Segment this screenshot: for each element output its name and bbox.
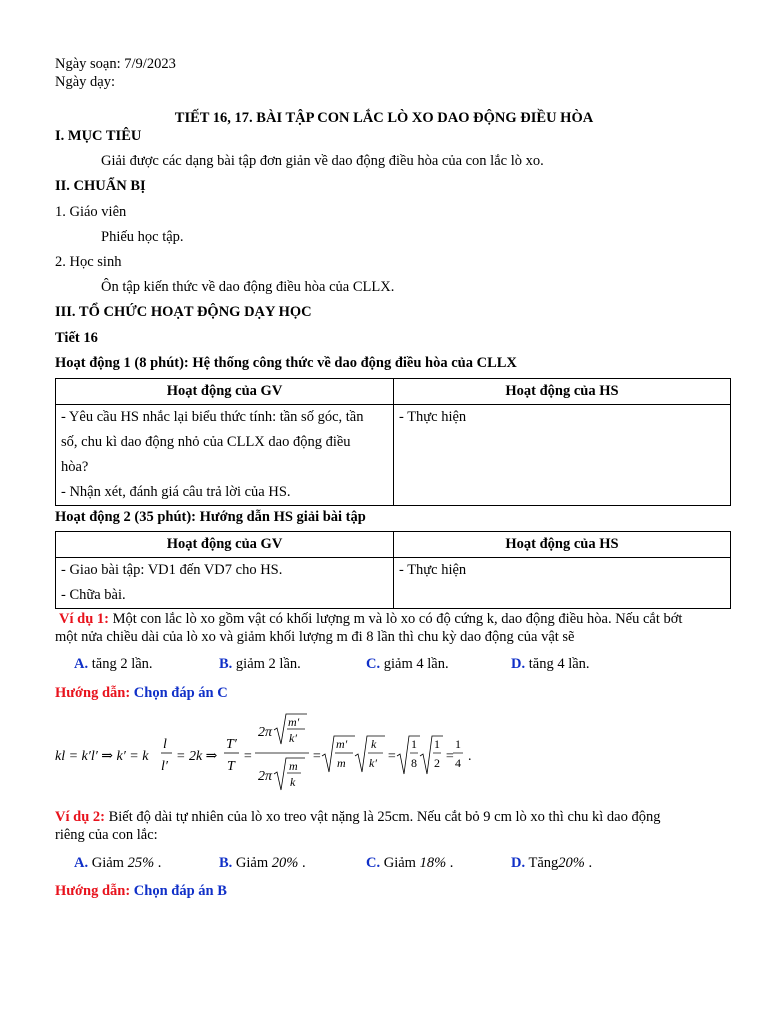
example1-text1: Một con lắc lò xo gồm vật có khối lượng m và lò xo có độ cứng k, dao động điều hòa. Nếu cắt bớt bbox=[108, 611, 683, 627]
activity1-heading: Hoạt động 1 (8 phút): Hệ thống công thức về dao động điều hòa của CLLX bbox=[55, 355, 517, 371]
option-text: Tăng bbox=[525, 855, 559, 871]
option-end: . bbox=[584, 855, 593, 871]
example1-line1 bbox=[55, 610, 682, 628]
formula-frac-num: l bbox=[163, 737, 167, 752]
student-label: 2. Học sinh bbox=[55, 254, 122, 270]
formula-k: k bbox=[371, 737, 377, 751]
formula-image bbox=[55, 712, 495, 802]
formula-end: . bbox=[468, 749, 472, 764]
formula-frac-num: T′ bbox=[226, 737, 237, 752]
formula-four: 4 bbox=[455, 756, 461, 770]
example1-option-c bbox=[366, 656, 449, 673]
formula-equals: = bbox=[312, 749, 322, 764]
guide-answer: Chọn đáp án C bbox=[133, 685, 228, 701]
page-title: TIẾT 16, 17. BÀI TẬP CON LẮC LÒ XO DAO ĐỘNG ĐIỀU HÒA bbox=[174, 110, 594, 126]
option-letter: B. bbox=[219, 855, 233, 871]
activity1-table bbox=[55, 378, 731, 506]
example2-option-d bbox=[511, 855, 592, 872]
formula-k-prime: k′ bbox=[289, 731, 297, 745]
example1-option-a bbox=[74, 656, 153, 673]
teacher-text: Phiếu học tập. bbox=[101, 229, 184, 245]
gv-line: - Chữa bài. bbox=[61, 587, 126, 603]
gv-line: - Nhận xét, đánh giá câu trả lời của HS. bbox=[61, 484, 291, 500]
guide-label: Hướng dẫn: bbox=[55, 883, 131, 899]
formula-two-pi: 2π bbox=[258, 769, 273, 784]
col-hs-header: Hoạt động của HS bbox=[394, 379, 731, 405]
teacher-label: 1. Giáo viên bbox=[55, 204, 127, 220]
activity2-table bbox=[55, 531, 731, 609]
prep-date: Ngày soạn: 7/9/2023 bbox=[55, 56, 176, 72]
formula-frac-den: T bbox=[227, 759, 235, 774]
formula-part: kl = k′l′ ⇒ k′ = k bbox=[55, 749, 149, 764]
example2-line1 bbox=[55, 808, 660, 826]
formula-m: m bbox=[337, 756, 346, 770]
option-letter: D. bbox=[511, 855, 526, 871]
example1-option-d bbox=[511, 656, 590, 673]
example2-label: Ví dụ 2: bbox=[55, 809, 105, 825]
activity2-heading: Hoạt động 2 (35 phút): Hướng dẫn HS giải bài tập bbox=[55, 509, 366, 525]
option-value: 20% bbox=[558, 855, 585, 871]
formula-k-prime: k′ bbox=[369, 756, 377, 770]
formula-one: 1 bbox=[411, 737, 417, 751]
option-text: giảm 2 lần. bbox=[232, 656, 301, 672]
option-text: Giảm bbox=[88, 855, 128, 871]
col-hs-header: Hoạt động của HS bbox=[394, 532, 731, 558]
formula-equals: = bbox=[243, 749, 253, 764]
option-letter: B. bbox=[219, 656, 233, 672]
section3-heading: III. TỔ CHỨC HOẠT ĐỘNG DẠY HỌC bbox=[55, 304, 312, 320]
hs-cell: - Thực hiện bbox=[394, 558, 731, 609]
section1-heading: I. MỤC TIÊU bbox=[55, 128, 142, 144]
formula-one: 1 bbox=[455, 737, 461, 751]
gv-cell bbox=[56, 558, 394, 609]
example2-option-b bbox=[219, 855, 306, 872]
formula-two: 2 bbox=[434, 756, 440, 770]
example2-guide bbox=[55, 882, 227, 900]
option-letter: A. bbox=[74, 855, 89, 871]
gv-line: số, chu kì dao động nhỏ của CLLX dao động điều bbox=[61, 434, 351, 450]
hs-cell: - Thực hiện bbox=[394, 405, 731, 506]
formula-equals: = bbox=[445, 749, 455, 764]
formula-equals: = bbox=[387, 749, 397, 764]
formula-k: k bbox=[290, 775, 296, 789]
example1-line2: một nửa chiều dài của lò xo và giảm khối lượng m đi 8 lần thì chu kỳ dao động của vật sẽ bbox=[55, 629, 575, 645]
example2-option-a bbox=[74, 855, 161, 872]
option-letter: D. bbox=[511, 656, 526, 672]
example2-option-c bbox=[366, 855, 453, 872]
lesson-label: Tiết 16 bbox=[55, 330, 98, 346]
option-letter: A. bbox=[74, 656, 89, 672]
example1-option-b bbox=[219, 656, 301, 673]
formula-one: 1 bbox=[434, 737, 440, 751]
section2-heading: II. CHUẨN BỊ bbox=[55, 178, 146, 194]
table-row bbox=[56, 405, 731, 506]
gv-line: - Yêu cầu HS nhắc lại biểu thức tính: tần số góc, tần bbox=[61, 409, 364, 425]
option-text: tăng 4 lần. bbox=[525, 656, 590, 672]
option-end: . bbox=[154, 855, 162, 871]
example1-guide bbox=[55, 684, 228, 702]
formula-m: m bbox=[289, 759, 298, 773]
option-end: . bbox=[298, 855, 306, 871]
option-letter: C. bbox=[366, 656, 381, 672]
option-value: 18% bbox=[419, 855, 447, 871]
formula-frac-den: l′ bbox=[161, 759, 168, 774]
option-text: Giảm bbox=[380, 855, 420, 871]
gv-line: - Giao bài tập: VD1 đến VD7 cho HS. bbox=[61, 562, 283, 578]
option-text: tăng 2 lần. bbox=[88, 656, 153, 672]
formula-m-prime: m′ bbox=[288, 715, 300, 729]
guide-label: Hướng dẫn: bbox=[55, 685, 131, 701]
col-gv-header: Hoạt động của GV bbox=[56, 379, 394, 405]
formula-part: = 2k ⇒ bbox=[176, 749, 218, 764]
example1-label: Ví dụ 1: bbox=[59, 611, 109, 627]
formula-eight: 8 bbox=[411, 756, 417, 770]
table-header-row bbox=[56, 379, 731, 405]
teach-date: Ngày dạy: bbox=[55, 74, 115, 90]
option-letter: C. bbox=[366, 855, 381, 871]
formula-m-prime: m′ bbox=[336, 737, 348, 751]
gv-line: hòa? bbox=[61, 459, 89, 475]
table-header-row bbox=[56, 532, 731, 558]
option-end: . bbox=[446, 855, 454, 871]
option-text: Giảm bbox=[232, 855, 272, 871]
guide-answer: Chọn đáp án B bbox=[133, 883, 227, 899]
gv-cell bbox=[56, 405, 394, 506]
example2-text1: Biết độ dài tự nhiên của lò xo treo vật nặng là 25cm. Nếu cắt bỏ 9 cm lò xo thì chu kì dao động bbox=[104, 809, 661, 825]
example2-line2: riêng của con lắc: bbox=[55, 827, 158, 843]
option-value: 25% bbox=[127, 855, 155, 871]
student-text: Ôn tập kiến thức về dao động điều hòa của CLLX. bbox=[101, 279, 395, 295]
option-text: giảm 4 lần. bbox=[380, 656, 449, 672]
formula-two-pi: 2π bbox=[258, 725, 273, 740]
col-gv-header: Hoạt động của GV bbox=[56, 532, 394, 558]
table-row bbox=[56, 558, 731, 609]
section1-text: Giải được các dạng bài tập đơn giản về dao động điều hòa của con lắc lò xo. bbox=[101, 153, 544, 169]
option-value: 20% bbox=[271, 855, 299, 871]
